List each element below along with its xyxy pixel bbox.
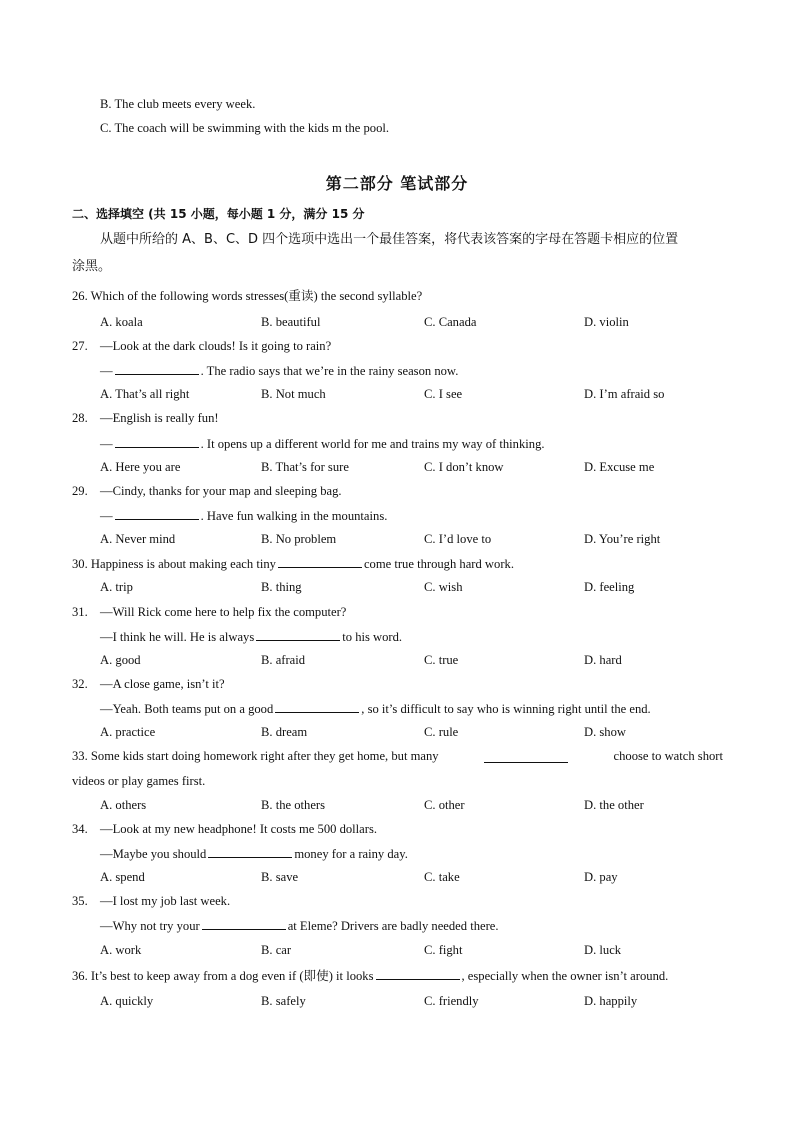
option-b: B. No problem (261, 532, 337, 546)
question-number: 26. (72, 289, 88, 303)
option-b: B. save (261, 870, 299, 884)
option-b: B. thing (261, 580, 302, 594)
question-36: 36. It’s best to keep away from a dog even if (即使) it looks , especially when the owner isn’t around. (72, 969, 669, 983)
option-d: D. You’re right (584, 532, 661, 546)
question-33-cont: videos or play games first. (72, 774, 206, 788)
question-34 (72, 821, 377, 837)
question-number: 35. (72, 894, 88, 908)
option-c: C. friendly (424, 994, 479, 1008)
dialog-line: —I think he will. He is always to his word. (100, 630, 403, 644)
question-26 (72, 288, 422, 304)
dialog-line: —Yeah. Both teams put on a good , so it’s difficult to say who is winning right until the end. (100, 702, 651, 716)
option-c: C. I see (424, 387, 463, 401)
question-35 (72, 893, 230, 909)
question-number: 36. (72, 969, 88, 983)
option-b: B. dream (261, 725, 308, 739)
question-stem: —English is really fun! (100, 411, 219, 425)
question-number: 31. (72, 605, 88, 619)
option-b: B. afraid (261, 653, 306, 667)
question-28 (72, 410, 219, 426)
option-b: B. safely (261, 994, 306, 1008)
option-a: A. Here you are (100, 460, 181, 474)
question-stem: —I lost my job last week. (100, 894, 231, 908)
prev-option-b: B. The club meets every week. (100, 97, 256, 111)
option-d: D. feeling (584, 580, 635, 594)
dialog-line: — . It opens up a different world for me and trains my way of thinking. (100, 437, 545, 451)
option-c: C. I’d love to (424, 532, 492, 546)
option-a: A. practice (100, 725, 156, 739)
option-a: A. spend (100, 870, 145, 884)
answer-blank (275, 700, 359, 713)
question-stem: —Cindy, thanks for your map and sleeping bag. (100, 484, 342, 498)
question-stem: —Will Rick come here to help fix the computer? (100, 605, 347, 619)
dialog-line: —Maybe you should money for a rainy day. (100, 847, 408, 861)
option-a: A. koala (100, 315, 143, 329)
option-b: B. That’s for sure (261, 460, 349, 474)
answer-blank (202, 917, 286, 930)
question-number: 34. (72, 822, 88, 836)
option-d: D. show (584, 725, 626, 739)
option-d: D. luck (584, 943, 622, 957)
option-c: C. fight (424, 943, 463, 957)
question-30: 30. Happiness is about making each tiny come true through hard work. (72, 557, 514, 571)
prev-option-c: C. The coach will be swimming with the kids m the pool. (100, 121, 390, 135)
option-c: C. wish (424, 580, 463, 594)
section-heading: 二、选择填空 (共 15 小题，每小题 1 分，满分 15 分 (72, 207, 365, 221)
question-stem: —Look at my new headphone! It costs me 500 dollars. (100, 822, 378, 836)
question-31 (72, 604, 346, 620)
option-d: D. I’m afraid so (584, 387, 665, 401)
question-number: 27. (72, 339, 88, 353)
question-stem: —Look at the dark clouds! Is it going to rain? (100, 339, 332, 353)
option-a: A. That’s all right (100, 387, 190, 401)
option-d: D. hard (584, 653, 622, 667)
option-c: C. take (424, 870, 460, 884)
option-d: D. Excuse me (584, 460, 655, 474)
section-instruction: 从题中所给的 A、B、C、D 四个选项中选出一个最佳答案，将代表该答案的字母在答题卡相应的位置 (100, 232, 679, 247)
option-a: A. trip (100, 580, 133, 594)
option-b: B. car (261, 943, 292, 957)
option-d: D. pay (584, 870, 618, 884)
option-c: C. Canada (424, 315, 477, 329)
part-title: 第二部分 笔试部分 (325, 174, 469, 193)
dialog-line: —Why not try your at Eleme? Drivers are badly needed there. (100, 919, 499, 933)
question-number: 30. (72, 557, 88, 571)
option-a: A. Never mind (100, 532, 176, 546)
answer-blank (484, 750, 568, 763)
question-stem: —A close game, isn’t it? (100, 677, 225, 691)
option-a: A. work (100, 943, 142, 957)
answer-blank (256, 628, 340, 641)
option-d: D. happily (584, 994, 638, 1008)
answer-blank (278, 555, 362, 568)
option-b: B. Not much (261, 387, 326, 401)
answer-blank (115, 362, 199, 375)
question-33: 33. Some kids start doing homework right after they get home, but many choose to watch short (72, 749, 723, 763)
answer-blank (208, 845, 292, 858)
option-a: A. others (100, 798, 147, 812)
option-d: D. violin (584, 315, 629, 329)
question-number: 28. (72, 411, 88, 425)
question-number: 29. (72, 484, 88, 498)
question-29 (72, 483, 342, 499)
answer-blank (115, 507, 199, 520)
dialog-line: — . Have fun walking in the mountains. (100, 509, 388, 523)
answer-blank (376, 967, 460, 980)
question-number: 32. (72, 677, 88, 691)
question-number: 33. (72, 749, 88, 763)
option-c: C. true (424, 653, 459, 667)
option-b: B. the others (261, 798, 326, 812)
option-c: C. rule (424, 725, 459, 739)
section-instruction-cont: 涂黑。 (72, 259, 112, 274)
question-stem: Which of the following words stresses(重读) the second syllable? (90, 289, 423, 303)
option-c: C. I don’t know (424, 460, 504, 474)
answer-blank (115, 435, 199, 448)
option-a: A. quickly (100, 994, 154, 1008)
option-c: C. other (424, 798, 465, 812)
dialog-line: — . The radio says that we’re in the rainy season now. (100, 364, 459, 378)
question-32 (72, 676, 225, 692)
option-d: D. the other (584, 798, 644, 812)
option-b: B. beautiful (261, 315, 321, 329)
option-a: A. good (100, 653, 141, 667)
question-27 (72, 338, 331, 354)
